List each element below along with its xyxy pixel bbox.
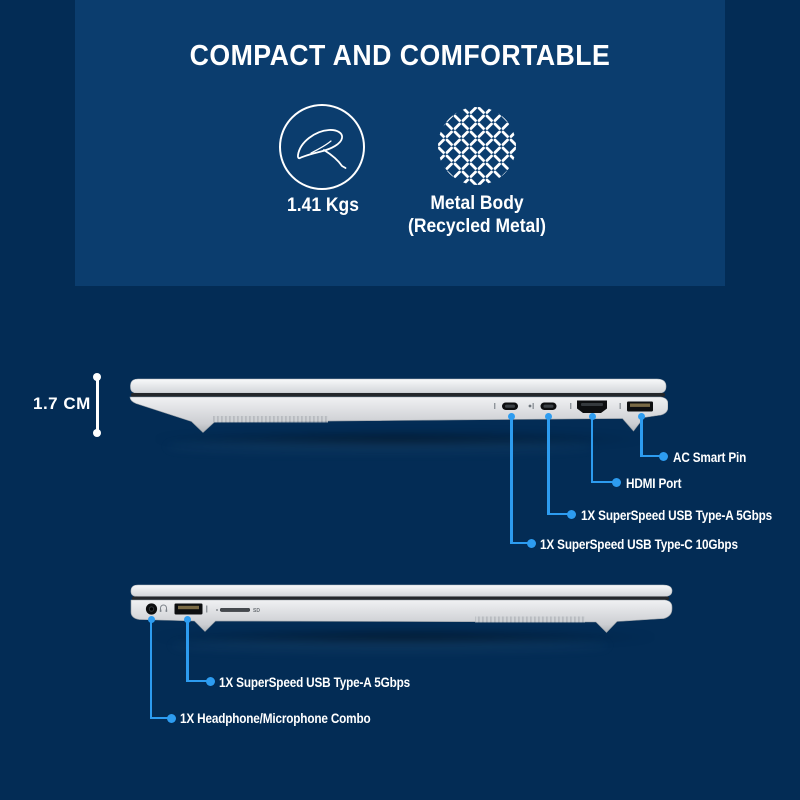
callout-line [186,680,208,683]
callout-line [150,717,169,720]
recycled-metal-sublabel: (Recycled Metal) [408,216,546,237]
lid-base-gap [132,597,669,600]
charging-led [529,405,532,408]
hdmi-port [577,401,607,414]
weight-feature-badge [279,104,365,190]
callout-label-usb-a: 1X SuperSpeed USB Type-A 5Gbps [581,507,773,523]
banner [75,0,725,286]
measure-dot-bottom [93,429,101,437]
callout-dot [167,714,176,723]
port-glyphs [206,606,207,613]
callout-dot [567,510,576,519]
callout-label-ac-smart-pin: AC Smart Pin [673,449,747,465]
callout-label-hdmi-port: HDMI Port [626,475,682,491]
callout-line [547,416,550,515]
thickness-label: 1.7 CM [33,394,91,413]
laptop-reflection [165,441,595,452]
laptop-lid [131,379,667,393]
callout-line [150,619,153,719]
sd-slot-label: SD [253,608,260,614]
callout-dot [527,539,536,548]
callout-line [547,513,569,516]
thickness-measure-line [96,377,99,433]
callout-label-usb-c: 1X SuperSpeed USB Type-C 10Gbps [540,536,738,552]
laptop-right-side-view [128,376,668,438]
metal-body-label: Metal Body [430,193,524,214]
lid-base-gap [131,393,665,397]
callout-dot [659,452,668,461]
metal-plate-icon [437,106,517,186]
callout-label-usb-a-bottom: 1X SuperSpeed USB Type-A 5Gbps [219,674,411,690]
vent-grille [213,416,328,423]
weight-label: 1.41 Kgs [287,195,359,216]
callout-line [640,416,643,457]
callout-dot [206,677,215,686]
laptop-lid [131,585,672,597]
feather-icon [281,106,363,188]
measure-dot-top [93,373,101,381]
laptop-left-side-view [129,583,674,645]
vent-grille [475,617,585,623]
callout-line [186,619,189,682]
laptop-base [131,600,672,633]
banner-title: COMPACT AND COMFORTABLE [189,40,611,72]
callout-label-headphone: 1X Headphone/Microphone Combo [180,710,371,726]
callout-line [591,416,594,483]
callout-dot [612,478,621,487]
callout-line [510,416,513,544]
